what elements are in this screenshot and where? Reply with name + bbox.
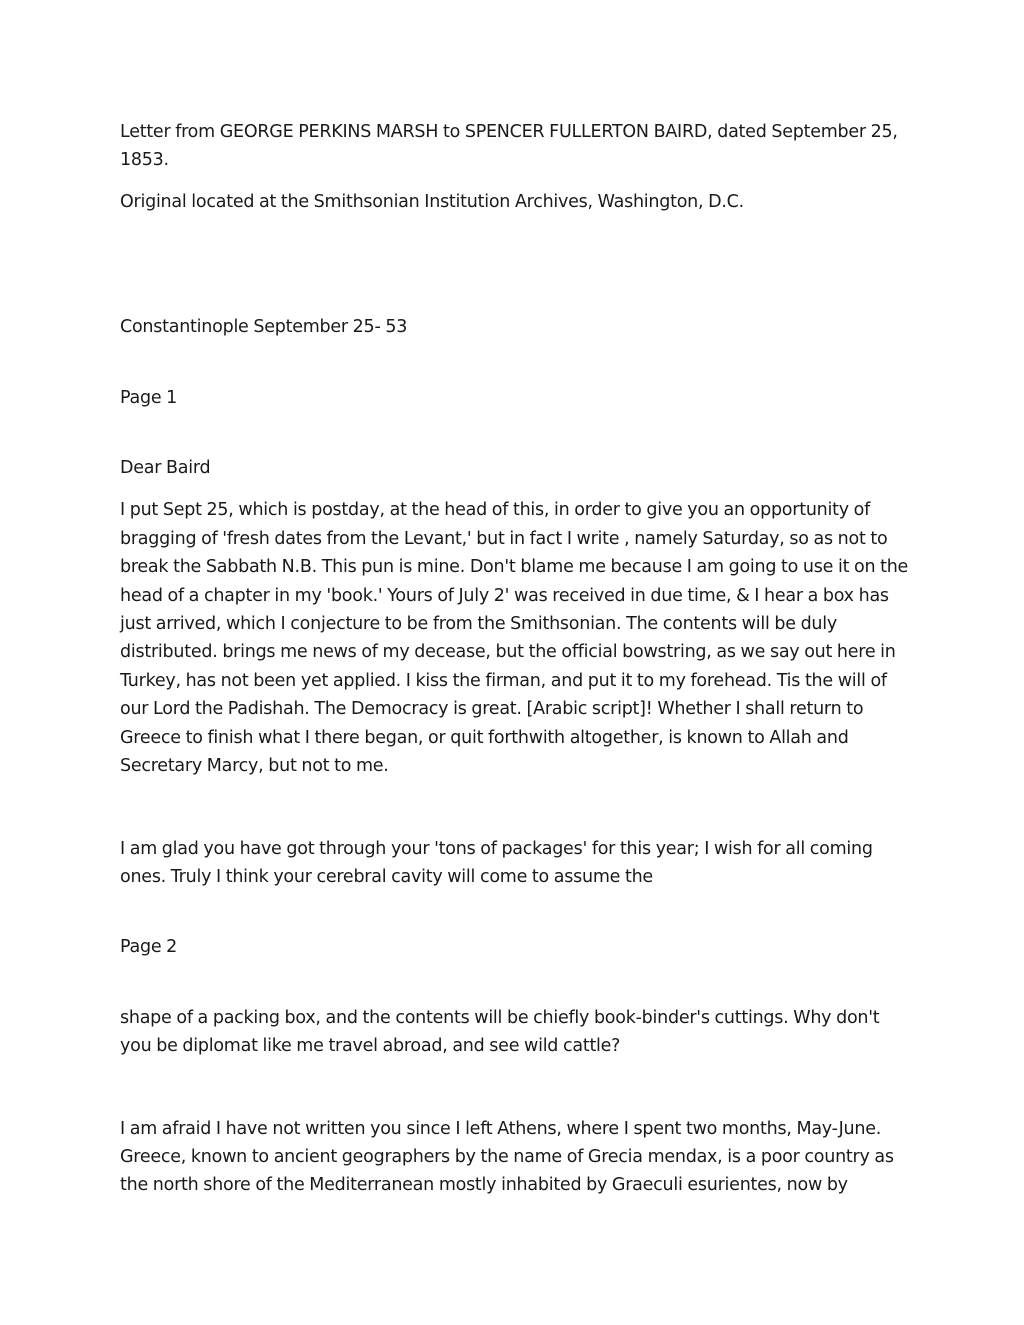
page-label-1: Page 1 [120, 387, 178, 408]
paragraph-1: I put Sept 25, which is postday, at the head of this, in order to give you an opportunity of bragging of 'fresh dates from the Levant,' but in fact I write , namely Saturday, so as not to break the Sabbath N.B. This pun is mine. Don't blame me because I am going to use it on the head of a chapter in my 'book.' Yours of July 2' was received in due time, & I hear a box has just arrived, which I conjecture to be from the Smithsonian. The contents will be duly distributed. brings me news of my decease, but the official bowstring, as we say out here in Turkey, has not been yet applied. I kiss the firman, and put it to my forehead. Tis the will of our Lord the Padishah. The Democracy is great. [Arabic script]! Whether I shall return to Greece to finish what I there began, or quit forthwith altogether, is known to Allah and Secretary Marcy, but not to me. [120, 500, 909, 777]
paragraph-2: I am glad you have got through your 'tons of packages' for this year; I wish for all coming ones. Truly I think your cerebral cavity will come to assume the [120, 838, 873, 887]
paragraph-4: I am afraid I have not written you since I left Athens, where I spent two months, May-June. Greece, known to ancient geographers by the name of Grecia mendax, is a poor country as the north shore of the Mediterranean mostly inhabited by Graeculi esurientes, now by [120, 1118, 894, 1196]
letter-page [120, 118, 910, 1200]
page-label-2: Page 2 [120, 937, 178, 958]
document-header: Letter from GEORGE PERKINS MARSH to SPENCER FULLERTON BAIRD, dated September 25, 1853. [120, 122, 898, 171]
source-line: Original located at the Smithsonian Institution Archives, Washington, D.C. [120, 191, 744, 212]
salutation: Dear Baird [120, 458, 211, 479]
paragraph-3: shape of a packing box, and the contents will be chiefly book-binder's cuttings. Why don't you be diplomat like me travel abroad, and see wild cattle? [120, 1007, 880, 1057]
place-date: Constantinople September 25- 53 [120, 317, 408, 338]
